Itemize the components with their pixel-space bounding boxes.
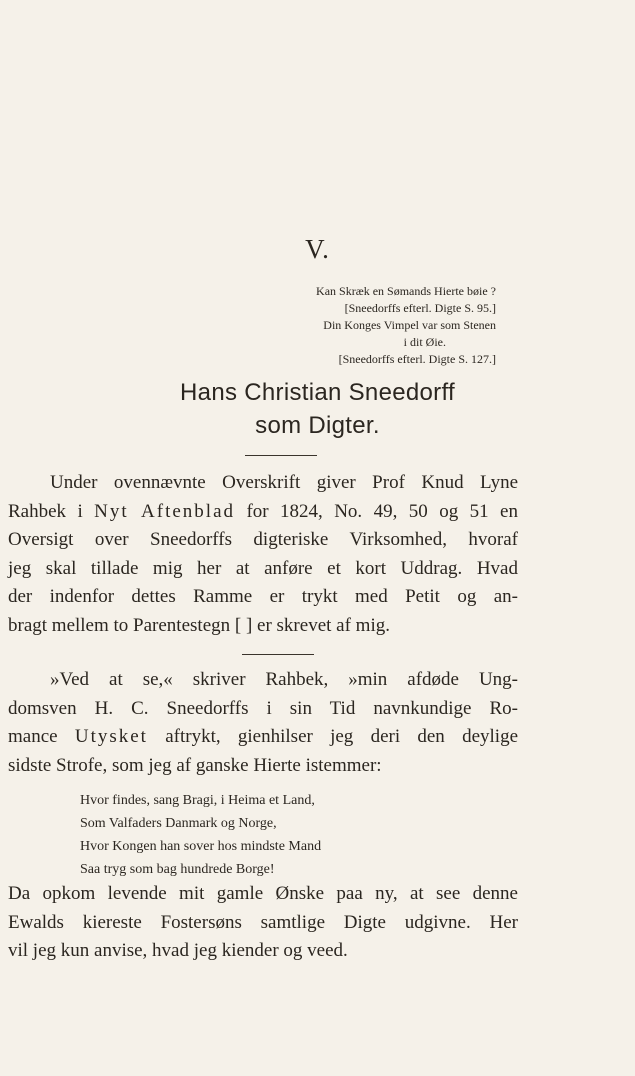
text-line: Oversigt over Sneedorffs digteriske Virksomhed, hvoraf xyxy=(8,529,518,550)
verse-line: Saa tryg som bag hundrede Borge! xyxy=(80,862,275,877)
romance-title: Utysket xyxy=(74,726,148,747)
text-line: bragt mellem to Parentestegn [ ] er skrevet af mig. xyxy=(8,614,390,636)
verse-line: Hvor findes, sang Bragi, i Heima et Land, xyxy=(80,793,315,808)
text-line xyxy=(8,723,518,752)
epigraph xyxy=(274,283,496,368)
epigraph-citation: [Sneedorffs efterl. Digte S. 127.] xyxy=(338,352,496,366)
chapter-numeral: V. xyxy=(305,234,330,264)
verse-block xyxy=(80,789,410,881)
paragraph xyxy=(8,469,518,640)
text-line: vil jeg kun anvise, hvad jeg kiender og veed. xyxy=(8,940,348,961)
text-span: Rahbek i xyxy=(8,500,95,522)
chapter-title-line: som Digter. xyxy=(255,412,380,439)
text-line: Da opkom levende mit gamle Ønske paa ny, at see denne xyxy=(8,883,518,904)
text-line: Under ovennævnte Overskrift giver Prof Knud Lyne xyxy=(50,472,518,493)
epigraph-citation: [Sneedorffs efterl. Digte S. 95.] xyxy=(344,301,496,315)
text-line: domsven H. C. Sneedorffs i sin Tid navnkundige Ro- xyxy=(8,697,518,719)
chapter-title xyxy=(0,376,635,442)
paragraph xyxy=(8,880,518,966)
verse-line: Hvor Kongen han sover hos mindste Mand xyxy=(80,839,322,854)
text-line: der indenfor dettes Ramme er trykt med Petit og an- xyxy=(8,586,518,607)
text-line: sidste Strofe, som jeg af ganske Hierte istemmer: xyxy=(8,754,382,776)
epigraph-line: Kan Skræk en Sømands Hierte bøie ? xyxy=(316,284,496,298)
text-span: mance xyxy=(8,726,75,747)
epigraph-line: Din Konges Vimpel var som Stenen xyxy=(323,318,496,332)
text-span: for 1824, No. 49, 50 og 51 en xyxy=(235,500,518,522)
paragraph xyxy=(8,666,518,780)
text-line xyxy=(8,498,518,527)
text-line: Ewalds kiereste Fostersøns samtlige Digte udgivne. Her xyxy=(8,911,518,933)
chapter-title-line: Hans Christian Sneedorff xyxy=(180,379,455,406)
epigraph-line: i dit Øie. xyxy=(403,335,446,349)
text-span: aftrykt, gienhilser jeg deri den deylige xyxy=(147,726,519,747)
divider-rule xyxy=(245,455,317,456)
periodical-title: Nyt Aftenblad xyxy=(94,500,236,522)
verse-line: Som Valfaders Danmark og Norge, xyxy=(80,816,277,831)
divider-rule xyxy=(242,654,314,655)
text-line: »Ved at se,« skriver Rahbek, »min afdøde Ung- xyxy=(50,669,518,690)
text-line: jeg skal tillade mig her at anføre et kort Uddrag. Hvad xyxy=(8,557,518,579)
